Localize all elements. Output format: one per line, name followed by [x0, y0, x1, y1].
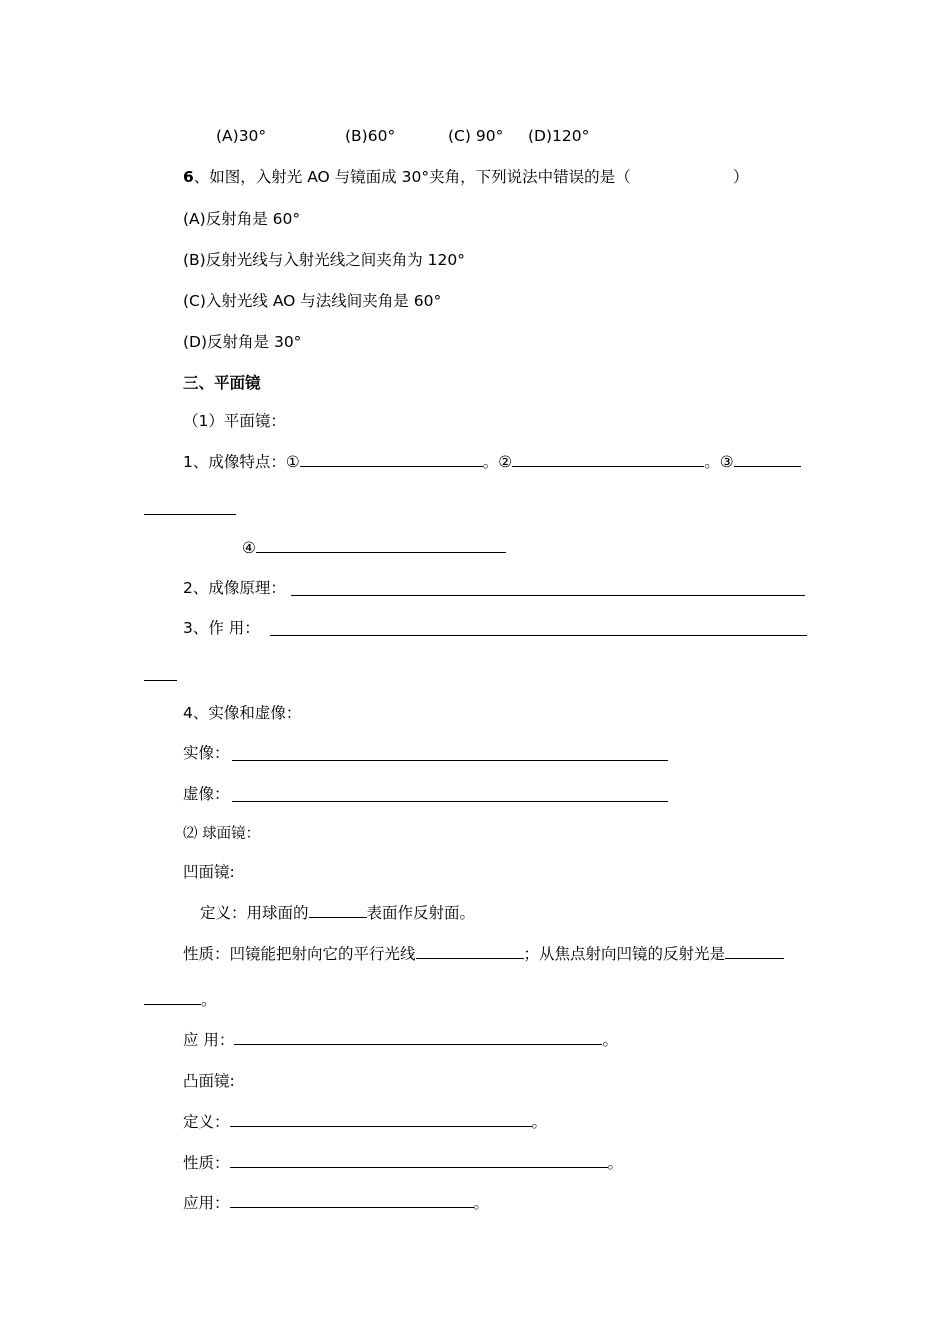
concave-definition-b: 表面作反射面。: [366, 904, 476, 922]
q5-option-d: (D)120°: [528, 127, 590, 145]
blank-concave-application: [234, 1030, 602, 1045]
blank-feature-3-continued: [144, 514, 236, 515]
concave-application-label: 应 用：: [183, 1031, 235, 1049]
concave-mirror-title: 凹面镜:: [183, 863, 235, 881]
section-title: 三、平面镜: [183, 374, 261, 392]
imaging-principle-label: 2、成像原理：: [183, 579, 286, 597]
q6-stem: 、如图，入射光 AO 与镜面成 30°夹角，下列说法中错误的是（: [193, 168, 631, 186]
imaging-features-line: [183, 452, 801, 472]
blank-convex-definition: [230, 1112, 532, 1127]
circle-number-1: ①: [285, 453, 300, 471]
q6-option-a: (A)反射角是 60°: [183, 210, 301, 228]
concave-property-continued: [144, 990, 217, 1010]
blank-concave-definition: [309, 903, 367, 918]
blank-concave-property-2: [725, 944, 784, 959]
period: 。: [704, 453, 720, 471]
convex-application-label: 应用：: [183, 1194, 230, 1212]
convex-property-line: [183, 1153, 623, 1173]
function-label: 3、作 用：: [183, 619, 260, 637]
circle-number-4: ④: [242, 539, 256, 557]
q6-number: 6: [183, 168, 194, 186]
concave-definition-a: 定义：用球面的: [200, 904, 309, 922]
q6-option-c: (C)入射光线 AO 与法线间夹角是 60°: [183, 292, 442, 310]
q6-question: [183, 167, 631, 187]
convex-property-label: 性质：: [183, 1154, 230, 1172]
blank-feature-1: [300, 452, 483, 467]
period: 。: [201, 991, 217, 1009]
q5-option-a: (A)30°: [216, 127, 267, 145]
blank-function: [270, 635, 807, 636]
q5-option-b: (B)60°: [345, 127, 396, 145]
blank-feature-4: [256, 538, 506, 553]
convex-mirror-title: 凸面镜:: [183, 1072, 235, 1090]
blank-concave-property-2-continued: [144, 990, 201, 1005]
concave-application-line: [183, 1030, 618, 1050]
convex-application-line: [183, 1193, 489, 1213]
blank-feature-2: [512, 452, 704, 467]
virtual-image-label: 虚像：: [183, 785, 230, 803]
period: 。: [607, 1154, 624, 1172]
convex-definition-line: [183, 1112, 547, 1132]
blank-real-image: [232, 760, 668, 761]
circle-number-3: ③: [719, 453, 734, 471]
period: 。: [531, 1113, 548, 1131]
imaging-feature-4-line: [242, 538, 506, 558]
blank-virtual-image: [232, 801, 668, 802]
blank-convex-property: [230, 1153, 608, 1168]
concave-property-line: [183, 944, 784, 964]
real-image-label: 实像：: [183, 744, 230, 762]
real-virtual-heading: 4、实像和虚像：: [183, 704, 302, 722]
blank-imaging-principle: [291, 595, 805, 596]
q5-option-c: (C) 90°: [448, 127, 504, 145]
blank-feature-3: [734, 452, 801, 467]
concave-property-b: ；从焦点射向凹镜的反射光是: [523, 945, 726, 963]
q6-option-d: (D)反射角是 30°: [183, 333, 302, 351]
plane-mirror-heading: （1）平面镜：: [183, 412, 286, 430]
period: 。: [482, 453, 499, 471]
blank-convex-application: [230, 1193, 474, 1208]
circle-number-2: ②: [498, 453, 513, 471]
period: 。: [473, 1194, 490, 1212]
spherical-mirror-heading: ⑵ 球面镜：: [183, 826, 261, 842]
q6-close-paren: ）: [733, 168, 749, 186]
blank-function-continued: [144, 680, 177, 681]
concave-definition-line: [200, 903, 475, 923]
period: 。: [602, 1031, 618, 1049]
q6-option-b: (B)反射光线与入射光线之间夹角为 120°: [183, 251, 465, 269]
convex-definition-label: 定义：: [183, 1113, 230, 1131]
imaging-features-label: 1、成像特点：: [183, 453, 286, 471]
concave-property-a: 性质：凹镜能把射向它的平行光线: [183, 945, 416, 963]
blank-concave-property-1: [416, 944, 524, 959]
